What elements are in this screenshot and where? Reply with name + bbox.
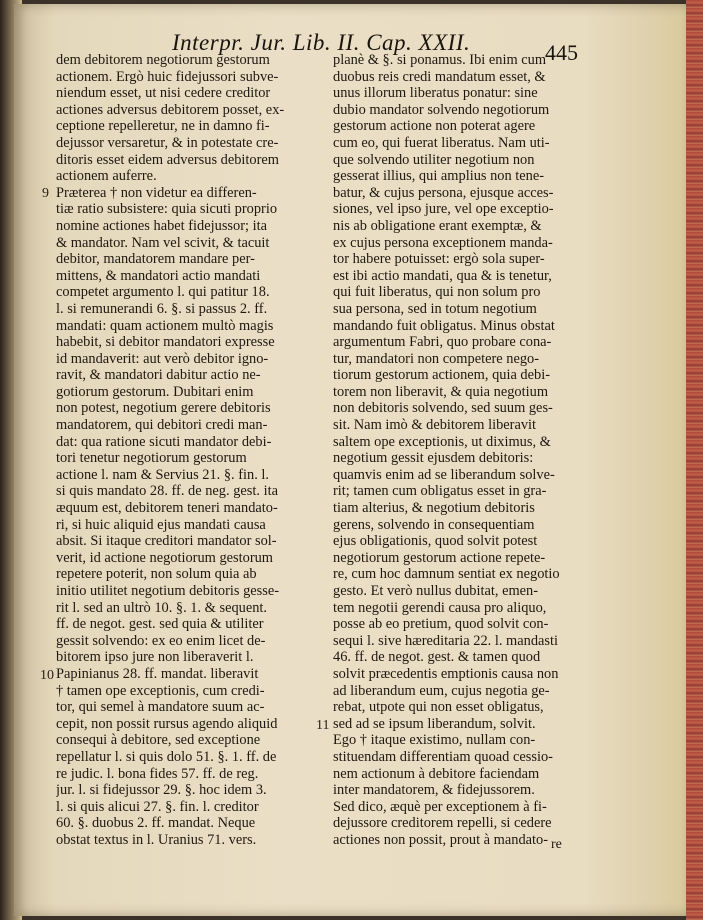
text-line: posse ab eo pretium, quod solvit con- [333, 616, 549, 633]
text-line: duobus reis credi mandatum esset, & [333, 68, 546, 85]
text-line: negotium gessit ejusdem debitoris: [333, 450, 534, 467]
text-line: re, cum hoc damnum sentiat ex negotio [333, 566, 560, 583]
text-line: 46. ff. de negot. gest. & tamen quod [333, 649, 541, 666]
text-line: initio utilitet negotium debitoris gesse- [56, 583, 280, 599]
page-edge-red [686, 0, 703, 920]
text-line: que solvendo utiliter negotium non [333, 151, 535, 168]
text-line: nis ab obligatione erant exemptæ, & [333, 217, 542, 234]
text-line: inter mandatorem, & fidejussorem. [333, 782, 535, 799]
text-line: dat: qua ratione sicuti mandator debi- [56, 433, 272, 450]
text-line: mandatorem, qui debitori credi man- [56, 417, 268, 434]
text-line: tor habere potuisset: ergò sola super- [333, 251, 545, 268]
text-line: dejussore creditorem repelli, si cedere [333, 815, 552, 832]
text-line: saltem ope exceptionis, ut diximus, & [333, 433, 551, 450]
text-line: cum eo, qui fuerat liberatus. Nam uti- [333, 134, 550, 151]
text-line: tor, qui semel à mandatore suum ac- [56, 699, 265, 716]
text-line: Papinianus 28. ff. mandat. liberavit [56, 665, 259, 682]
text-line: gesto. Et verò nullus dubitat, emen- [333, 583, 539, 599]
text-line: re judic. l. bona fides 57. ff. de reg. [56, 765, 259, 782]
text-line: planè & §. si ponamus. Ibi enim cum [333, 52, 547, 68]
text-line: qui fuit liberatus, qui non solum pro [333, 284, 541, 301]
text-line: negotiorum gestorum actione repete- [333, 549, 546, 566]
text-line: mandando fuit obligatus. Minus obstat [333, 317, 555, 334]
text-line: l. si remunerandi 6. §. si passus 2. ff. [56, 300, 268, 317]
text-line: actione l. nam & Servius 21. §. fin. l. [56, 466, 270, 483]
page-number: 445 [545, 40, 578, 65]
text-line: æquum est, debitorem teneri mandato- [56, 500, 278, 517]
text-line: actionem. Ergò huic fidejussori subve- [56, 68, 279, 85]
margin-number: 11 [316, 718, 330, 733]
text-line: 60. §. duobus 2. ff. mandat. Neque [56, 815, 256, 832]
text-line: † tamen ope exceptionis, cum credi- [56, 682, 265, 699]
text-line: ff. de negot. gest. sed quia & utiliter [56, 616, 264, 633]
text-line: si quis mandato 28. ff. de neg. gest. ita [56, 483, 278, 500]
text-line: non potest, negotium gerere debitoris [56, 400, 271, 417]
text-line: stituendam differentiam quoad cessio- [333, 748, 553, 765]
text-line: verit, id actione negotiorum gestorum [56, 549, 274, 566]
text-line: ceptione repelleretur, ne in damno fi- [56, 118, 270, 135]
text-line: sit. Nam imò & debitorem liberavit [333, 417, 537, 434]
text-line: id mandaverit: aut verò debitor igno- [56, 350, 269, 367]
text-line: actiones non possit, prout à mandato- [333, 831, 549, 848]
text-line: mittens, & mandatori actio mandati [56, 267, 261, 284]
text-line: jur. l. si fidejussor 29. §. hoc idem 3. [56, 782, 267, 799]
text-line: nem actionum à debitore faciendam [333, 765, 540, 782]
text-line: & mandator. Nam vel scivit, & tacuit [56, 234, 270, 251]
text-line: bitorem ipso jure non liberaverit l. [56, 649, 254, 666]
text-line: debitor, mandatorem mandare per- [56, 251, 255, 268]
text-line: ex cujus persona exceptionem manda- [333, 234, 553, 251]
text-line: tiorum gestorum actionem, quia debi- [333, 367, 551, 384]
left-text-column [56, 52, 318, 849]
text-line: absit. Si itaque creditori mandator sol- [56, 533, 277, 550]
text-line: niendum esset, ut nisi cedere creditor [56, 85, 271, 102]
text-line: dubio mandator solvendo negotiorum [333, 101, 550, 118]
text-line: Præterea † non videtur ea differen- [56, 184, 257, 201]
text-line: dem debitorem negotiorum gestorum [56, 52, 270, 68]
text-line: cepit, non possit rursus agendo aliquid [56, 715, 278, 732]
text-line: tur, mandatori non competere nego- [333, 350, 540, 367]
text-line: argumentum Fabri, quo probare cona- [333, 334, 552, 351]
text-line: ri, si huic aliquid ejus mandati causa [56, 516, 266, 533]
text-line: ejus obligationis, quod solvit potest [333, 533, 538, 550]
text-line: sequi l. sive hæreditaria 22. l. mandasti [333, 632, 559, 649]
text-line: obstat textus in l. Uranius 71. vers. [56, 831, 257, 848]
text-line: rit; tamen cum obligatus esset in gra- [333, 483, 547, 500]
text-line: rit l. sed an ultrò 10. §. 1. & sequent. [56, 599, 268, 616]
text-line: ad liberandum eum, cujus negotia ge- [333, 682, 550, 699]
text-line: gessit solvendo: ex eo enim licet de- [56, 632, 266, 649]
text-line: Ego † itaque existimo, nullam con- [333, 732, 536, 749]
text-line: consequi à debitore, sed exceptione [56, 732, 261, 749]
text-line: l. si quis alicui 27. §. fin. l. creditor [56, 798, 259, 815]
margin-number: 10 [40, 668, 54, 683]
text-line: sua persona, sed in totum negotium [333, 300, 537, 317]
text-line: competet argumento l. qui patitur 18. [56, 284, 270, 301]
text-line: sed ad se ipsum liberandum, solvit. [333, 715, 536, 732]
text-line: Sed dico, æquè per exceptionem à fi- [333, 798, 547, 815]
text-line: torem non liberavit, & quia negotium [333, 383, 549, 400]
right-text-column [333, 52, 595, 849]
text-line: tem negotii gerendi causa pro aliquo, [333, 599, 547, 616]
text-line: tiæ ratio subsistere: quia sicuti proprio [56, 201, 278, 218]
text-line: repetere poterit, non solum quia ab [56, 566, 257, 583]
text-line: mandati: quam actionem multò magis [56, 317, 274, 334]
text-line: gesserat illius, qui amplius non tene- [333, 168, 545, 185]
text-line: gerens, solvendo in consequentiam [333, 516, 535, 533]
text-line: dejussor versaretur, & in potestate cre- [56, 134, 279, 151]
text-line: tori tenetur negotiorum gestorum [56, 450, 247, 467]
text-line: rebat, utpote qui non esset obligatus, [333, 699, 544, 716]
text-line: quamvis enim ad se liberandum solve- [333, 466, 555, 483]
text-line: siones, vel ipso jure, vel ope exceptio- [333, 201, 554, 218]
running-title: Interpr. Jur. Lib. II. Cap. XXII. [172, 30, 471, 55]
catchword: re [551, 837, 562, 852]
text-line: unus illorum liberatus ponatur: sine [333, 85, 538, 102]
text-line: est ibi actio mandati, qua & is tenetur, [333, 267, 552, 284]
text-line: solvit præcedentis emptionis causa non [333, 665, 559, 682]
text-line: ravit, & mandatori dabitur actio ne- [56, 367, 261, 384]
text-line: batur, & cujus persona, ejusque acces- [333, 184, 554, 201]
text-line: gestorum actione non poterat agere [333, 118, 536, 135]
text-line: habebit, si debitor mandatori expresse [56, 334, 275, 351]
margin-number: 9 [42, 186, 49, 201]
text-line: repellatur l. si quis dolo 51. §. 1. ff. de [56, 748, 277, 765]
text-line: tiam alterius, & negotium debitoris [333, 500, 535, 517]
text-line: nomine actiones habet fidejussor; ita [56, 217, 268, 234]
text-line: gotiorum gestorum. Dubitari enim [56, 383, 254, 400]
text-line: actiones adversus debitorem posset, ex- [56, 101, 285, 118]
text-line: non debitoris solvendo, sed suum ges- [333, 400, 553, 417]
text-line: actionem auferre. [56, 168, 157, 185]
text-line: ditoris esset eidem adversus debitorem [56, 151, 279, 168]
